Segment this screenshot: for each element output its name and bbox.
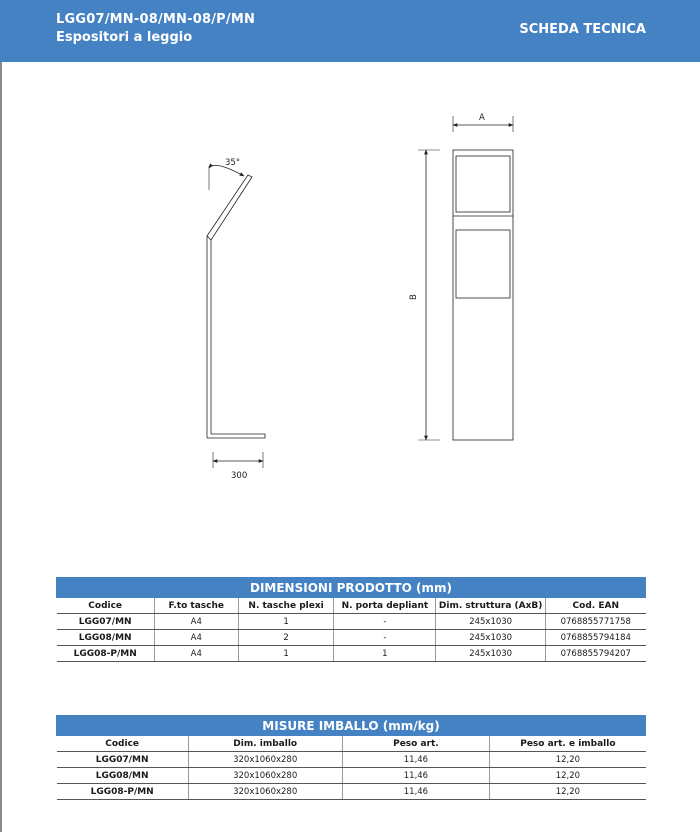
column-header: Peso art. e imballo — [490, 736, 646, 752]
table-cell: 1 — [334, 646, 436, 662]
product-dimensions-table — [56, 577, 646, 662]
column-header: Cod. EAN — [546, 598, 646, 614]
side-view — [207, 165, 265, 468]
column-header: Codice — [57, 736, 189, 752]
angle-label: 35° — [225, 158, 241, 168]
table-cell: 1 — [238, 646, 334, 662]
table-cell: 12,20 — [490, 768, 646, 784]
product-code-cell: LGG08-P/MN — [57, 646, 155, 662]
table-cell: A4 — [154, 614, 238, 630]
product-code-cell: LGG08/MN — [57, 630, 155, 646]
column-header: F.to tasche — [154, 598, 238, 614]
technical-drawing — [0, 62, 700, 502]
table-cell: A4 — [154, 646, 238, 662]
upper-pocket — [456, 156, 510, 212]
table-header-row — [57, 736, 646, 752]
table-cell: 2 — [238, 630, 334, 646]
table-cell: 12,20 — [490, 784, 646, 800]
table-cell: 1 — [238, 614, 334, 630]
slanted-panel — [207, 175, 252, 240]
table-row — [57, 646, 646, 662]
table-cell: 320x1060x280 — [188, 784, 342, 800]
column-header: N. tasche plexi — [238, 598, 334, 614]
table-row — [57, 752, 646, 768]
table-cell: 11,46 — [342, 752, 490, 768]
lower-pocket — [456, 230, 510, 298]
table-cell: 245x1030 — [436, 630, 546, 646]
product-code-cell: LGG08/MN — [57, 768, 189, 784]
table-cell: 12,20 — [490, 752, 646, 768]
table-cell: A4 — [154, 630, 238, 646]
column-header: Dim. imballo — [188, 736, 342, 752]
table-title: MISURE IMBALLO (mm/kg) — [57, 716, 646, 736]
product-code-cell: LGG08-P/MN — [57, 784, 189, 800]
table-cell: - — [334, 630, 436, 646]
table-row — [57, 784, 646, 800]
base-dimension-label: 300 — [231, 471, 248, 481]
datasheet-label: SCHEDA TECNICA — [519, 22, 646, 37]
table-cell: 320x1060x280 — [188, 768, 342, 784]
table-cell: 11,46 — [342, 784, 490, 800]
table-header-row — [57, 598, 646, 614]
product-code-cell: LGG07/MN — [57, 614, 155, 630]
table-row — [57, 630, 646, 646]
front-frame — [453, 150, 513, 440]
table-cell: 245x1030 — [436, 614, 546, 630]
table-cell: 245x1030 — [436, 646, 546, 662]
page-header — [0, 0, 700, 62]
column-header: N. porta depliant — [334, 598, 436, 614]
packaging-table — [56, 715, 646, 800]
table-cell: 320x1060x280 — [188, 752, 342, 768]
table-title: DIMENSIONI PRODOTTO (mm) — [57, 578, 646, 598]
table-row — [57, 614, 646, 630]
column-header: Codice — [57, 598, 155, 614]
column-header: Peso art. — [342, 736, 490, 752]
product-subtitle: Espositori a leggio — [56, 30, 193, 45]
height-dimension-label: B — [409, 294, 419, 300]
width-dimension-label: A — [479, 113, 485, 123]
table-cell: 11,46 — [342, 768, 490, 784]
table-cell: 0768855794184 — [546, 630, 646, 646]
table-cell: 0768855794207 — [546, 646, 646, 662]
front-view — [418, 116, 513, 440]
table-cell: 0768855771758 — [546, 614, 646, 630]
product-code-title: LGG07/MN-08/MN-08/P/MN — [56, 12, 256, 27]
column-header: Dim. struttura (AxB) — [436, 598, 546, 614]
table-row — [57, 768, 646, 784]
product-code-cell: LGG07/MN — [57, 752, 189, 768]
base-foot — [207, 434, 265, 438]
table-cell: - — [334, 614, 436, 630]
